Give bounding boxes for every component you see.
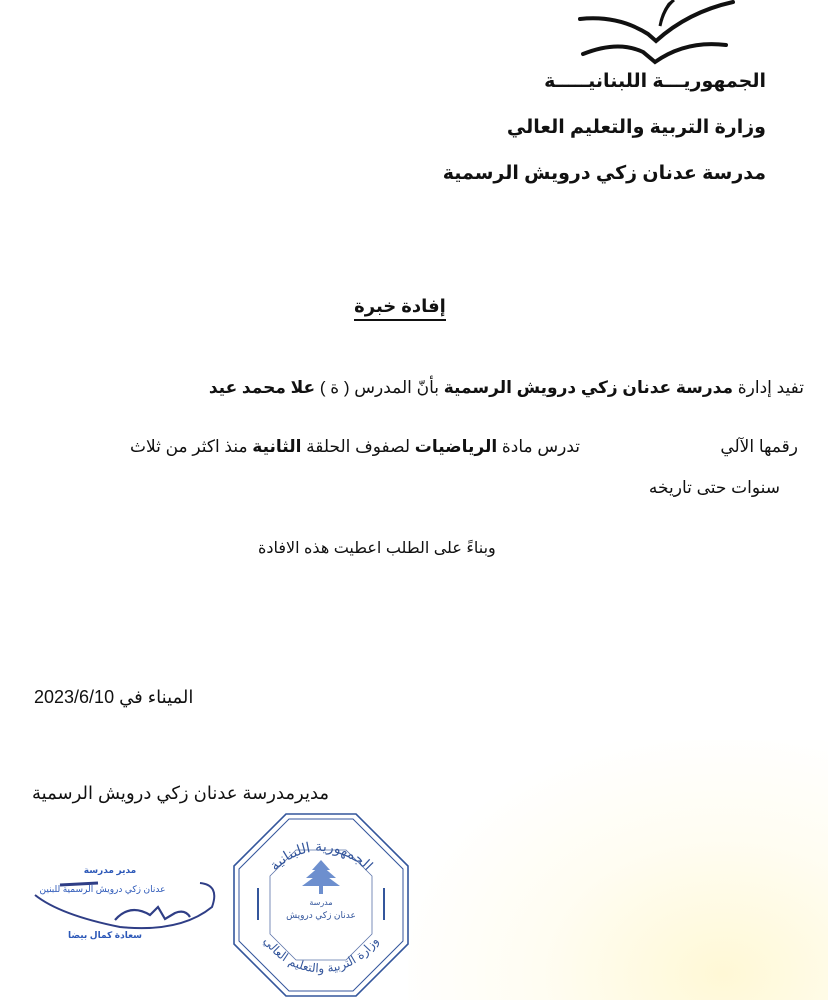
p2-text-b: لصفوف الحلقة: [301, 437, 415, 456]
signature-stamp-line1: مدير مدرسة: [83, 865, 137, 875]
signature-stamp-line2: عدنان زكي درويش الرسمية للبنين: [39, 884, 166, 894]
document-title: [300, 296, 500, 317]
p2-cycle: الثانية: [252, 437, 302, 456]
header-school: مدرسة عدنان زكي درويش الرسمية: [442, 163, 766, 184]
header-republic: الجمهوريـــة اللبنانيـــــة: [544, 71, 766, 92]
seal-bottom-arc: وزارة التربية والتعليم العالي: [260, 934, 382, 976]
open-book-pen-logo: [568, 0, 743, 65]
p2-text-c: منذ اكثر من ثلاث: [129, 437, 253, 456]
p2-subject: الرياضيات: [414, 437, 498, 456]
seal-center-line1: مدرسة: [309, 898, 333, 907]
seal-top-arc: الجمهورية اللبنانية: [266, 839, 376, 875]
document-title-text: إفادة خبرة: [354, 296, 446, 321]
paragraph-years: سنوات حتى تاريخه: [648, 478, 780, 497]
seal-center-line2: عدنان زكي درويش: [286, 910, 356, 920]
place-label: الميناء في: [119, 687, 194, 707]
paragraph-certifies: [209, 378, 804, 398]
date-value: 2023/6/10: [34, 687, 115, 707]
p1-school-name: مدرسة عدنان زكي درويش الرسمية: [443, 378, 734, 397]
p2-id-label: رقمها الآلي: [720, 437, 798, 456]
header-ministry: وزارة التربية والتعليم العالي: [506, 117, 766, 138]
director-title: مديرمدرسة عدنان زكي درويش الرسمية: [32, 783, 330, 803]
paper-tint: [408, 740, 828, 1000]
signature-stamp-line3: سعادة كمال بيضا: [68, 930, 142, 940]
p1-text-b: بأنّ المدرس ( ة ): [315, 378, 444, 397]
paragraph-subject: [130, 437, 580, 457]
paragraph-request: وبناءً على الطلب اعطيت هذه الافادة: [258, 540, 496, 557]
p1-text-a: تفيد إدارة: [733, 378, 804, 397]
p2-text-a: تدرس مادة: [497, 437, 580, 456]
place-date: [34, 687, 193, 708]
cedar-tree-icon: [302, 860, 340, 894]
p1-teacher-name: علا محمد عيد: [208, 378, 316, 397]
